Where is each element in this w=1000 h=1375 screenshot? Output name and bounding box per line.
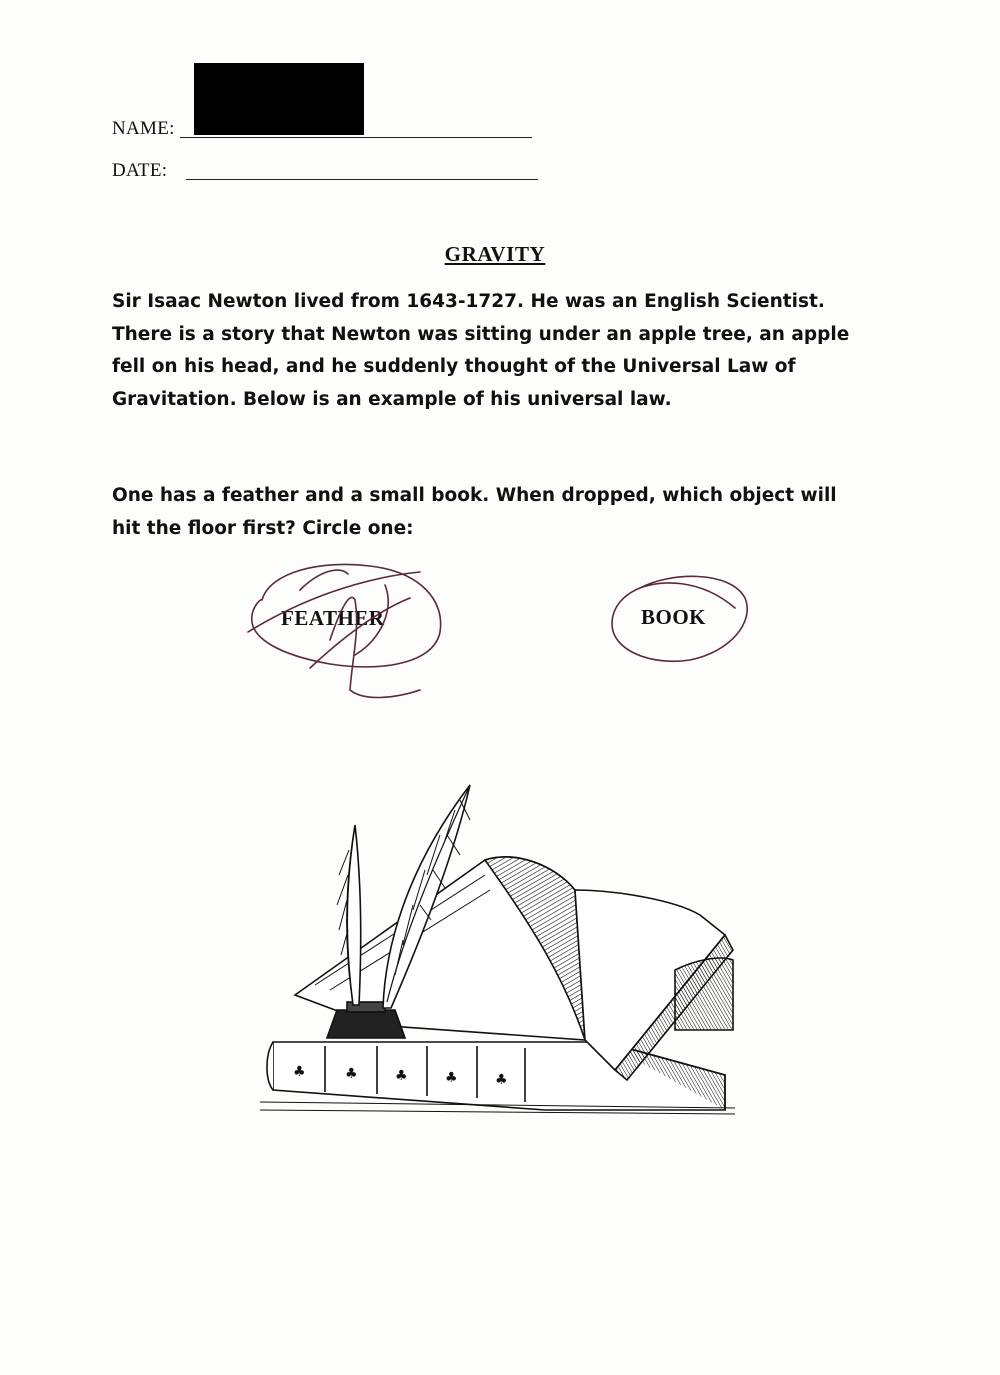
- book-choice[interactable]: BOOK: [641, 605, 707, 629]
- intro-line: fell on his head, and he suddenly thought of the Universal Law of: [112, 356, 796, 377]
- svg-text:♣: ♣: [395, 1068, 408, 1084]
- question-line: One has a feather and a small book. When dropped, which object will: [112, 485, 837, 506]
- worksheet-title: GRAVITY: [444, 242, 546, 266]
- name-label: NAME:: [112, 118, 175, 139]
- feather-choice[interactable]: FEATHER: [281, 606, 385, 630]
- intro-line: Gravitation. Below is an example of his universal law.: [112, 388, 672, 410]
- svg-text:♣: ♣: [345, 1066, 358, 1082]
- quill-and-book-icon: [255, 780, 735, 1115]
- svg-text:♣: ♣: [293, 1064, 306, 1080]
- feather-scribble-mark: [300, 570, 388, 655]
- book-circle-mark: [612, 576, 747, 661]
- feather-circle-mark: [252, 564, 441, 666]
- svg-text:♣: ♣: [445, 1070, 458, 1086]
- question-line: hit the floor first? Circle one:: [112, 517, 414, 539]
- feather-cross-mark: [248, 572, 420, 698]
- svg-text:♣: ♣: [495, 1072, 508, 1088]
- date-label: DATE:: [112, 160, 168, 181]
- intro-line: There is a story that Newton was sitting under an apple tree, an apple: [112, 323, 850, 345]
- intro-line: Sir Isaac Newton lived from 1643-1727. He was an English Scientist.: [112, 291, 825, 312]
